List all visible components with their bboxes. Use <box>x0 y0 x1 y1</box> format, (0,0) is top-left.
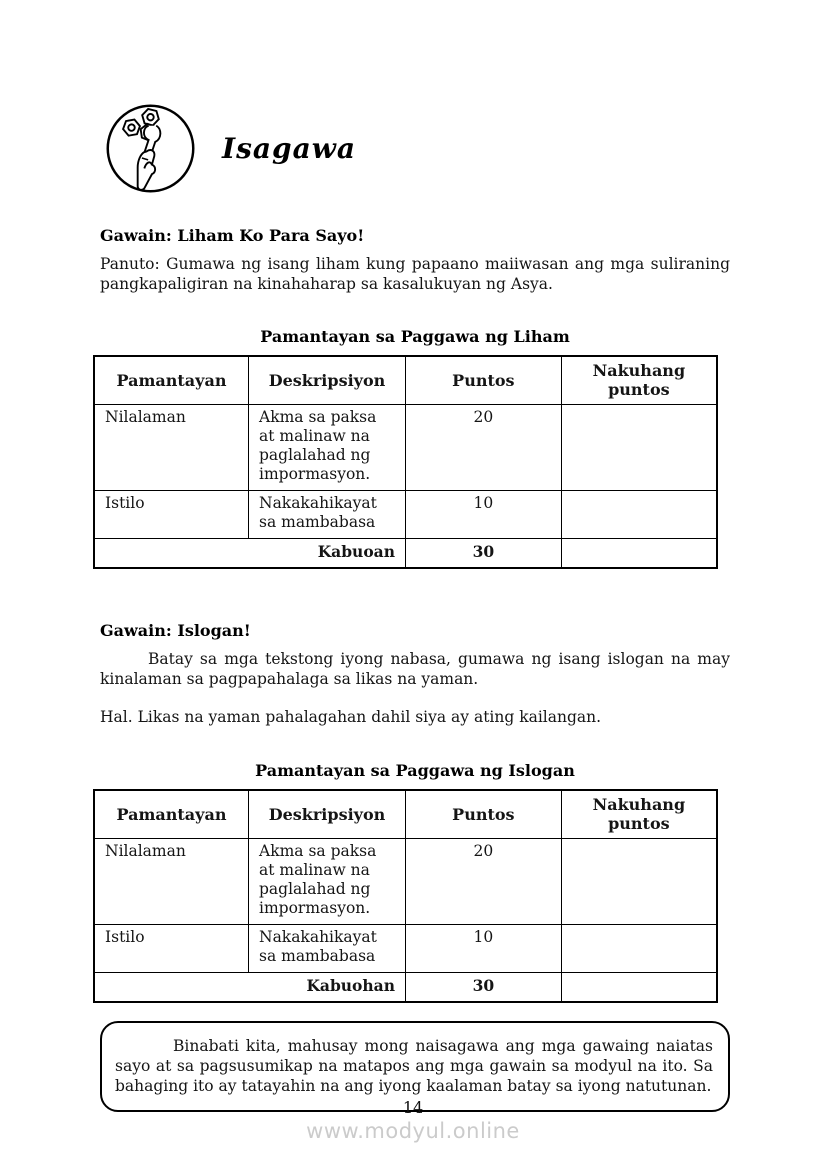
rubric-table-liham <box>93 355 718 569</box>
table-title-islogan: Pamantayan sa Paggawa ng Islogan <box>255 761 575 780</box>
page-footer <box>0 1098 826 1143</box>
cell-nakuhang-puntos <box>561 491 717 539</box>
cell-pamantayan: Nilalaman <box>94 405 249 491</box>
cell-deskripsiyon: Akma sa paksa at malinaw na paglalahad ng impormasyon. <box>249 839 406 925</box>
total-label: Kabuoan <box>94 539 405 569</box>
col-header-pamantayan: Pamantayan <box>94 356 249 405</box>
col-header-puntos: Puntos <box>405 356 561 405</box>
col-header-deskripsiyon: Deskripsiyon <box>249 790 406 839</box>
total-puntos: 30 <box>405 973 561 1003</box>
col-header-pamantayan: Pamantayan <box>94 790 249 839</box>
cell-nakuhang-puntos <box>561 839 717 925</box>
cell-nakuhang-puntos <box>561 925 717 973</box>
table-header-row <box>94 356 717 405</box>
table-row <box>94 839 717 925</box>
total-nakuhang-puntos <box>561 539 717 569</box>
cell-deskripsiyon: Nakakahikayat sa mambabasa <box>249 925 406 973</box>
page-title: Isagawa <box>222 131 356 165</box>
section-heading-liham: Gawain: Liham Ko Para Sayo! <box>100 226 365 245</box>
table-total-row <box>94 973 717 1003</box>
cell-puntos: 10 <box>405 925 561 973</box>
col-header-nakuhang-puntos: Nakuhang puntos <box>561 356 717 405</box>
cell-puntos: 20 <box>405 405 561 491</box>
table-row <box>94 491 717 539</box>
cell-deskripsiyon: Akma sa paksa at malinaw na paglalahad ng impormasyon. <box>249 405 406 491</box>
table-total-row <box>94 539 717 569</box>
cell-nakuhang-puntos <box>561 405 717 491</box>
col-header-deskripsiyon: Deskripsiyon <box>249 356 406 405</box>
page-number: 14 <box>402 1098 424 1117</box>
watermark: www.modyul.online <box>306 1119 520 1143</box>
table-header-row <box>94 790 717 839</box>
rubric-table-islogan <box>93 789 718 1003</box>
cell-deskripsiyon: Nakakahikayat sa mambabasa <box>249 491 406 539</box>
page-header <box>100 100 730 196</box>
example-islogan: Hal. Likas na yaman pahalagahan dahil siya ay ating kailangan. <box>100 708 602 726</box>
table-title-liham: Pamantayan sa Paggawa ng Liham <box>260 327 570 346</box>
col-header-puntos: Puntos <box>405 790 561 839</box>
congratulations-text: Binabati kita, mahusay mong naisagawa ang mga gawaing naiatas sayo at sa pagsusumikap na matapos ang mga gawain sa modyul na ito. Sa bahaging ito ay tatayahin na ang iyong kaalaman batay sa iyong natutunan. <box>115 1037 713 1095</box>
total-label: Kabuohan <box>94 973 405 1003</box>
cell-puntos: 10 <box>405 491 561 539</box>
instruction-liham: Panuto: Gumawa ng isang liham kung papaano maiiwasan ang mga suliraning pangkapaligiran na kinahaharap sa kasalukuyan ng Asya. <box>100 255 730 293</box>
cell-pamantayan: Istilo <box>94 925 249 973</box>
table-row <box>94 925 717 973</box>
hand-wrench-icon <box>103 101 198 196</box>
col-header-nakuhang-puntos: Nakuhang puntos <box>561 790 717 839</box>
section-heading-islogan: Gawain: Islogan! <box>100 621 251 640</box>
cell-pamantayan: Nilalaman <box>94 839 249 925</box>
cell-pamantayan: Istilo <box>94 491 249 539</box>
cell-puntos: 20 <box>405 839 561 925</box>
instruction-islogan: Batay sa mga tekstong iyong nabasa, gumawa ng isang islogan na may kinalaman sa pagpapahalaga sa likas na yaman. <box>100 650 730 688</box>
total-nakuhang-puntos <box>561 973 717 1003</box>
total-puntos: 30 <box>405 539 561 569</box>
table-row <box>94 405 717 491</box>
